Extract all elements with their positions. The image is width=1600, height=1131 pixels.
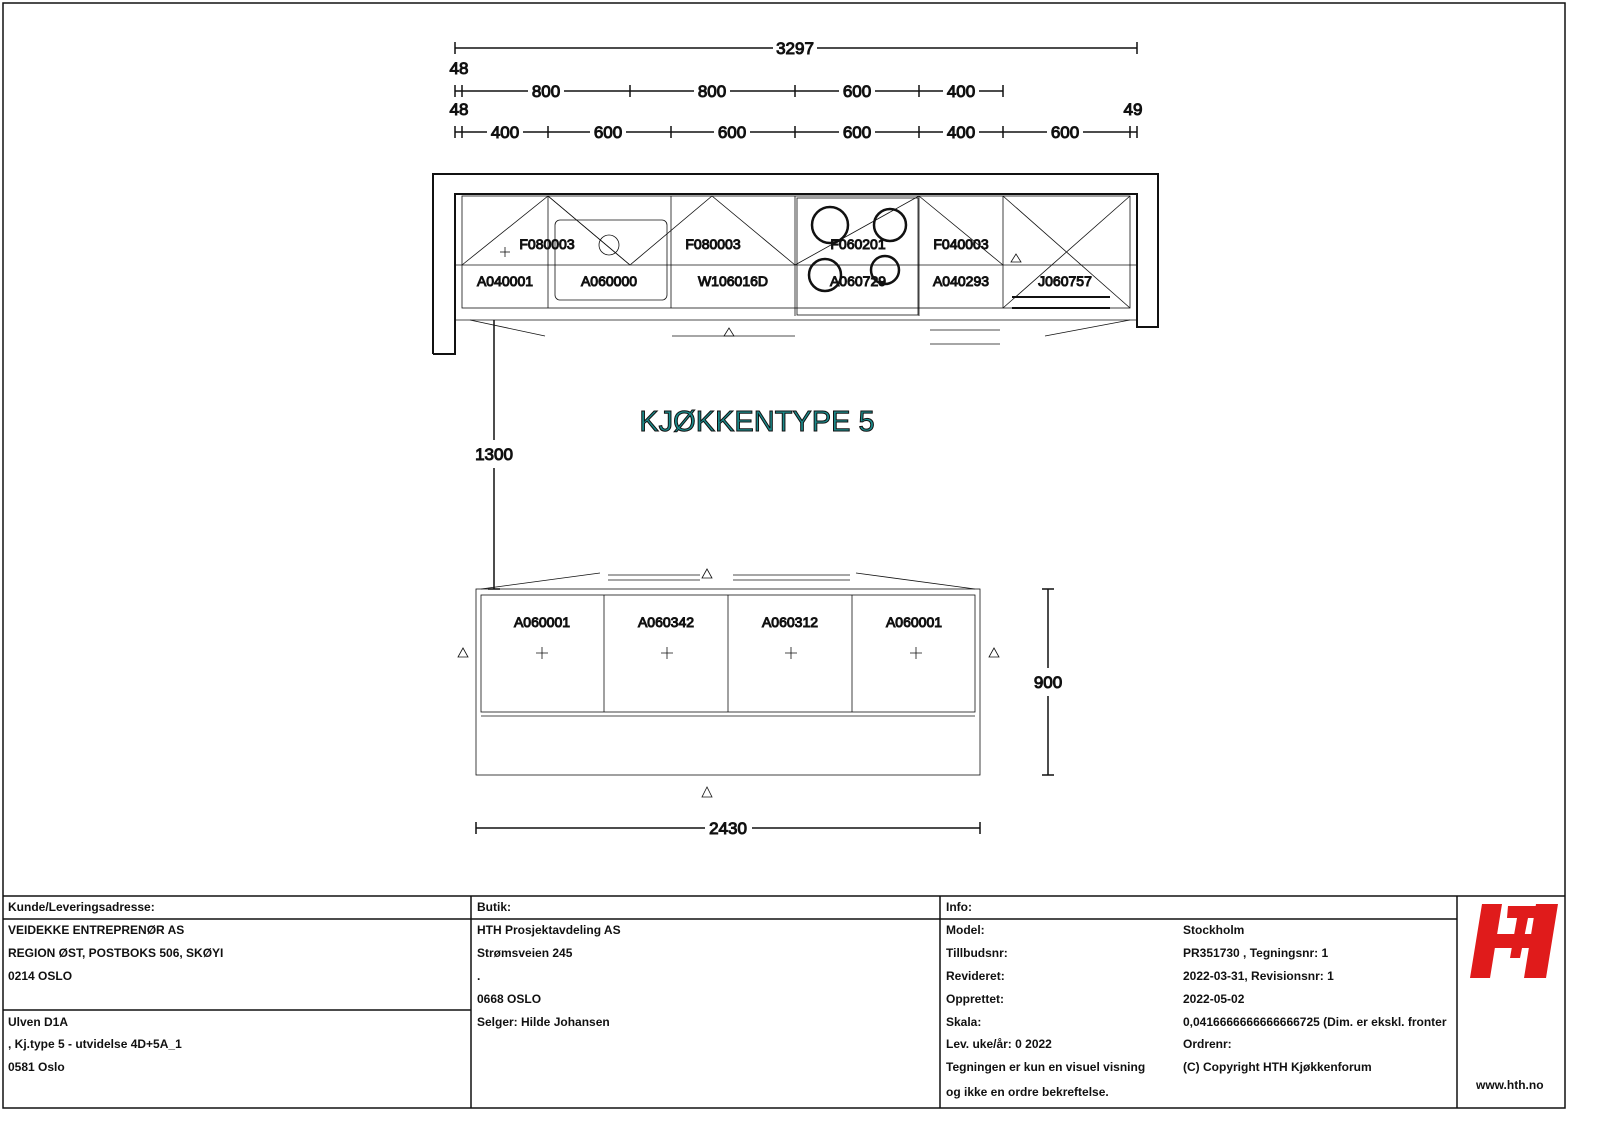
dim-row3-4: 600 [842, 123, 872, 142]
info-label-0: Model: [946, 923, 985, 937]
dimension-row-3 [455, 123, 1137, 141]
website: www.hth.no [1476, 1078, 1544, 1092]
delivery-line-0: Ulven D1A [8, 1015, 69, 1029]
dim-island-depth-label: 900 [1033, 673, 1063, 692]
info-label-2: Revideret: [946, 969, 1005, 983]
customer-line-2: 0214 OSLO [8, 969, 73, 983]
drawing-title: KJØKKENTYPE 5 [639, 406, 875, 438]
dim-row3-7: 49 [1123, 100, 1143, 119]
dim-distance-label: 1300 [475, 445, 513, 464]
dim-row3-6: 600 [1050, 123, 1080, 142]
info-label-7: og ikke en ordre bekreftelse. [946, 1085, 1109, 1099]
title-block-grid [3, 896, 1565, 1108]
dim-row2-4: 400 [946, 82, 976, 101]
wall-label-1: F080003 [685, 236, 741, 252]
shop-line-4: Selger: Hilde Johansen [477, 1015, 610, 1029]
info-header: Info: [946, 900, 972, 914]
info-value-0: Stockholm [1183, 923, 1245, 937]
info-label-5: Lev. uke/år: 0 2022 [946, 1037, 1052, 1051]
shop-header: Butik: [477, 900, 511, 914]
dim-island-width-label: 2430 [709, 819, 747, 838]
wall-label-4: A040001 [476, 273, 534, 289]
info-value-6: (C) Copyright HTH Kjøkkenforum [1183, 1060, 1372, 1074]
wall-label-5: A060000 [580, 273, 638, 289]
shop-line-0: HTH Prosjektavdeling AS [477, 923, 621, 937]
dim-row3-1: 400 [490, 123, 520, 142]
wall-label-0: F080003 [519, 236, 575, 252]
wall-label-9: J060757 [1038, 273, 1092, 289]
delivery-line-2: 0581 Oslo [8, 1060, 65, 1074]
wall-label-6: W106016D [697, 273, 769, 289]
delivery-line-1: , Kj.type 5 - utvidelse 4D+5A_1 [8, 1037, 182, 1051]
info-label-4: Skala: [946, 1015, 982, 1029]
drawing-frame [3, 3, 1565, 1108]
customer-line-0: VEIDEKKE ENTREPRENØR AS [8, 923, 185, 937]
island-label-3: A060001 [885, 614, 943, 630]
wall-label-8: A040293 [932, 273, 990, 289]
info-value-1: PR351730 , Tegningsnr: 1 [1183, 946, 1329, 960]
info-value-5: Ordrenr: [1183, 1037, 1232, 1051]
island-label-1: A060342 [637, 614, 695, 630]
shop-line-2: . [477, 969, 481, 983]
hth-logo [1470, 904, 1558, 978]
dim-row2-0: 48 [449, 59, 469, 78]
info-value-3: 2022-05-02 [1183, 992, 1245, 1006]
shop-line-1: Strømsveien 245 [477, 946, 573, 960]
info-label-3: Opprettet: [946, 992, 1004, 1006]
info-value-4: 0,0416666666666666725 (Dim. er ekskl. fronter [1183, 1015, 1447, 1029]
island-label-0: A060001 [513, 614, 571, 630]
dim-row2-3: 600 [842, 82, 872, 101]
dim-row2-2: 800 [697, 82, 727, 101]
wall-cabinet-run [455, 196, 1137, 344]
info-value-2: 2022-03-31, Revisionsnr: 1 [1183, 969, 1334, 983]
dim-overall-label: 3297 [776, 39, 814, 58]
shop-line-3: 0668 OSLO [477, 992, 542, 1006]
info-label-1: Tillbudsnr: [946, 946, 1008, 960]
info-label-6: Tegningen er kun en visuel visning [946, 1060, 1146, 1074]
customer-header: Kunde/Leveringsadresse: [8, 900, 155, 914]
dim-row3-5: 400 [946, 123, 976, 142]
island-label-2: A060312 [761, 614, 819, 630]
customer-line-1: REGION ØST, POSTBOKS 506, SKØYI [8, 946, 224, 960]
dim-row3-2: 600 [593, 123, 623, 142]
island [458, 569, 999, 797]
wall-label-7: A060729 [829, 273, 887, 289]
dim-row2-1: 800 [531, 82, 561, 101]
dim-row3-0: 48 [449, 100, 469, 119]
wall-label-2: F060201 [830, 236, 886, 252]
dim-row3-3: 600 [717, 123, 747, 142]
wall-label-3: F040003 [933, 236, 989, 252]
